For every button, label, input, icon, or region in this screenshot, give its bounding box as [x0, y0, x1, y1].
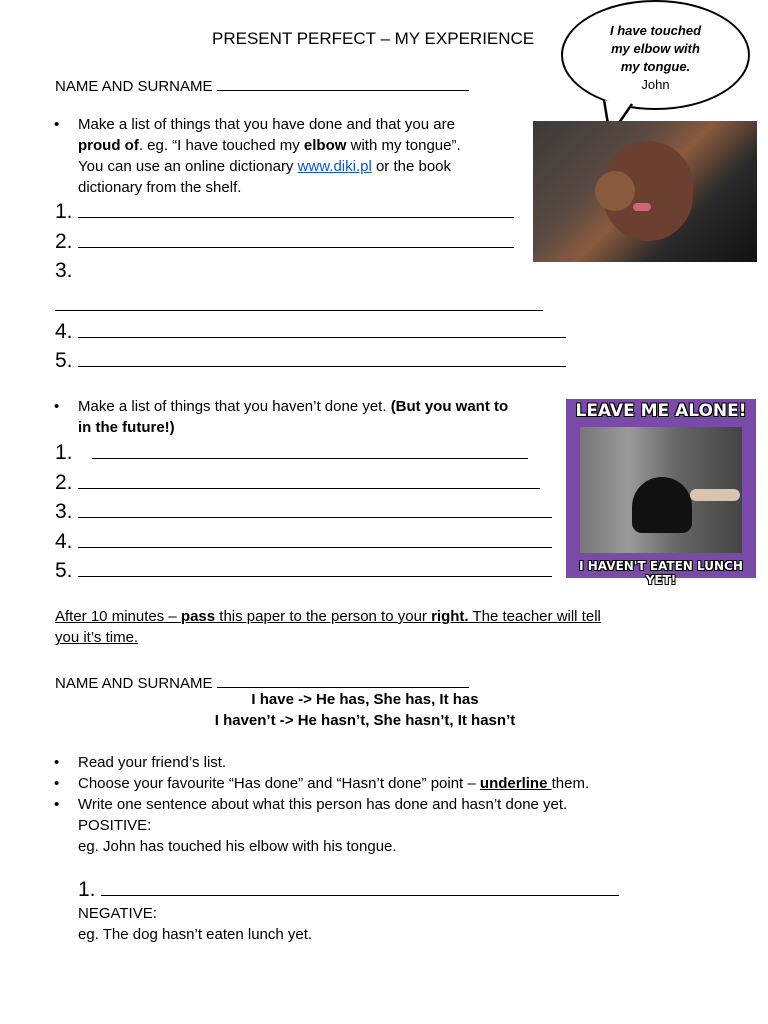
list-number: 4.	[55, 320, 73, 343]
answer-blank[interactable]	[101, 877, 619, 896]
page-title: PRESENT PERFECT – MY EXPERIENCE	[212, 29, 535, 48]
negative-label: NEGATIVE:	[78, 905, 157, 922]
text: them.	[551, 775, 590, 792]
text: or the book	[371, 158, 452, 175]
bold-text: pass	[180, 608, 216, 625]
task2-instructions	[78, 396, 562, 438]
step-item: • Write one sentence about what this person has done and hasn’t done yet.	[78, 794, 718, 815]
list1-item	[55, 318, 566, 346]
answer-blank[interactable]	[78, 199, 514, 218]
list2-item	[55, 498, 552, 526]
list-number: 2.	[55, 471, 73, 494]
list-number: 1.	[55, 200, 73, 223]
meme-top-caption: LEAVE ME ALONE!	[575, 401, 747, 421]
answer-blank[interactable]	[92, 440, 528, 459]
list-number: 1.	[78, 878, 96, 901]
answer-blank[interactable]	[78, 470, 540, 489]
list2-item	[55, 557, 552, 585]
bold-text: proud of	[78, 137, 139, 154]
pass-instruction	[55, 606, 675, 648]
name-label: NAME AND SURNAME	[55, 78, 213, 95]
dog-shape	[632, 477, 692, 533]
task2-line	[78, 417, 562, 438]
grammar-rule-negative: I haven’t -> He hasn’t, She hasn’t, It hasn’t	[214, 712, 516, 729]
name-blank[interactable]	[217, 72, 469, 91]
text: you it’s time.	[55, 629, 139, 646]
text: The teacher will tell	[468, 608, 601, 625]
bold-text: right.	[431, 608, 469, 625]
list-number: 5.	[55, 559, 73, 582]
answer-blank[interactable]	[78, 529, 552, 548]
name-blank[interactable]	[217, 669, 469, 688]
task1-line	[78, 156, 518, 177]
boy-tongue-elbow-photo	[533, 121, 757, 262]
meme-bottom-caption: I HAVEN'T EATEN LUNCH YET!	[579, 559, 743, 587]
meme-photo	[580, 427, 742, 553]
text: this paper to the person to your	[215, 608, 432, 625]
list1-item	[55, 257, 73, 285]
step-item: • Read your friend’s list.	[78, 752, 718, 773]
list-number: 3.	[55, 500, 73, 523]
list-number: 4.	[55, 530, 73, 553]
answer-blank[interactable]	[78, 319, 566, 338]
bold-text: (But you want to	[390, 398, 509, 415]
list1-item	[55, 347, 566, 375]
answer-blank[interactable]	[78, 348, 566, 367]
grammar-rule-positive: I have -> He has, She has, It has	[251, 691, 479, 708]
bold-text: in the future!)	[78, 419, 175, 436]
sentence-item	[78, 876, 619, 904]
list2-item	[55, 528, 552, 556]
dictionary-link[interactable]: www.diki.pl	[297, 158, 372, 175]
hand-shape	[690, 489, 740, 501]
list2-item	[55, 469, 540, 497]
text: with my tongue”.	[346, 137, 461, 154]
negative-section	[78, 903, 312, 945]
list-number: 2.	[55, 230, 73, 253]
task2-line	[78, 396, 562, 417]
step-item	[78, 773, 718, 794]
text: Make a list of things that you haven’t done yet.	[78, 398, 391, 415]
list1-item	[55, 228, 514, 256]
answer-blank[interactable]	[78, 499, 552, 518]
bubble-quote-line: my elbow with	[611, 41, 700, 56]
negative-example: eg. The dog hasn’t eaten lunch yet.	[78, 926, 313, 943]
text: You can use an online dictionary	[78, 158, 298, 175]
positive-example: eg. John has touched his elbow with his tongue.	[78, 838, 397, 855]
answer-blank[interactable]	[78, 229, 514, 248]
name-label: NAME AND SURNAME	[55, 675, 213, 692]
task1-instructions	[78, 114, 518, 198]
list-number: 1.	[55, 441, 73, 464]
dog-meme-image	[566, 399, 756, 587]
bold-text: underline	[479, 775, 552, 792]
list2-item	[55, 439, 528, 467]
bubble-author: John	[641, 77, 670, 92]
list1-item	[55, 198, 514, 226]
bubble-quote-line: I have touched	[609, 23, 702, 38]
text: . eg. “I have touched my	[138, 137, 304, 154]
list-number: 3.	[55, 259, 73, 282]
task1-line	[78, 135, 518, 156]
task1-line: • Make a list of things that you have done and that you are	[78, 114, 518, 135]
task1-line: dictionary from the shelf.	[78, 179, 242, 196]
name-field	[55, 72, 469, 97]
bubble-quote-line: my tongue.	[620, 59, 691, 74]
bold-text: elbow	[303, 137, 347, 154]
answer-blank[interactable]	[55, 310, 543, 311]
list-number: 5.	[55, 349, 73, 372]
bubble-quote	[561, 22, 750, 94]
positive-label: POSITIVE:	[78, 817, 152, 834]
answer-blank[interactable]	[78, 558, 552, 577]
text: Choose your favourite “Has done” and “Hasn’t done” point –	[78, 775, 480, 792]
steps-list	[78, 752, 718, 857]
text: After 10 minutes –	[55, 608, 181, 625]
